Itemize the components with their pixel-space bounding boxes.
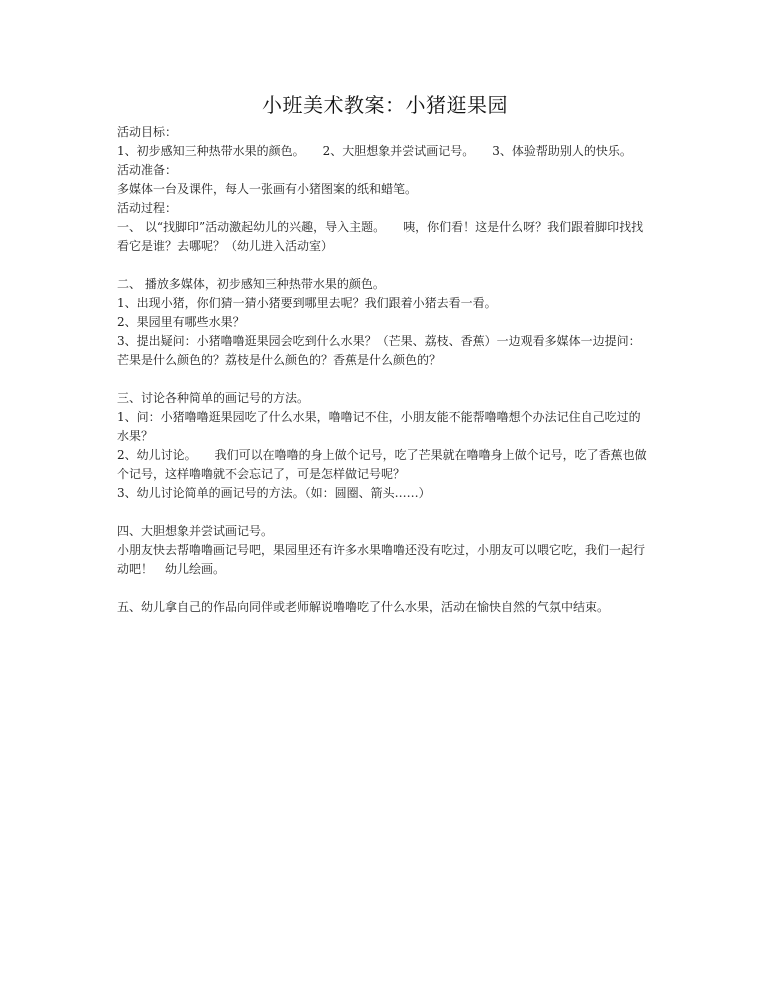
process-step-4-heading: 四、大胆想象并尝试画记号。 <box>117 524 274 538</box>
process-step-4-text: 小朋友快去帮噜噜画记号吧，果园里还有许多水果噜噜还没有吃过，小朋友可以喂它吃，我们一起行动吧！ 幼儿绘画。 <box>117 543 646 576</box>
process-step-2-heading: 二、 播放多媒体，初步感知三种热带水果的颜色。 <box>117 277 385 291</box>
goals-list: 1、初步感知三种热带水果的颜色。 2、大胆想象并尝试画记号。 3、体验帮助别人的快乐。 <box>117 144 632 158</box>
section-heading-process: 活动过程： <box>117 201 178 215</box>
section-heading-goals: 活动目标： <box>117 125 178 139</box>
process-step-3-item-3: 3、幼儿讨论简单的画记号的方法。（如：圆圈、箭头……） <box>117 486 431 500</box>
document-body <box>117 123 652 617</box>
process-step-2-item-3: 3、提出疑问：小猪噜噜逛果园会吃到什么水果？（芒果、荔枝、香蕉）一边观看多媒体一边提问：芒果是什么颜色的？荔枝是什么颜色的？香蕉是什么颜色的？ <box>117 334 641 367</box>
process-step-1: 一、 以“找脚印”活动激起幼儿的兴趣，导入主题。 咦，你们看！这是什么呀？我们跟着脚印找找看它是谁？去哪呢？（幼儿进入活动室） <box>117 220 644 253</box>
paragraph-spacer <box>117 370 652 389</box>
document-title: 小班美术教案：小猪逛果园 <box>262 93 508 117</box>
process-step-5-text: 五、幼儿拿自己的作品向同伴或老师解说噜噜吃了什么水果，活动在愉快自然的气氛中结束。 <box>117 600 610 614</box>
section-heading-preparation: 活动准备： <box>117 163 178 177</box>
process-step-2-item-2: 2、果园里有哪些水果？ <box>117 315 245 329</box>
preparation-text: 多媒体一台及课件，每人一张画有小猪图案的纸和蜡笔。 <box>117 182 418 196</box>
process-step-3-item-1: 1、问：小猪噜噜逛果园吃了什么水果，噜噜记不住，小朋友能不能帮噜噜想个办法记住自己吃过的水果？ <box>117 410 641 443</box>
process-step-3-item-2: 2、幼儿讨论。 我们可以在噜噜的身上做个记号，吃了芒果就在噜噜身上做个记号，吃了香蕉也做个记号，这样噜噜就不会忘记了，可是怎样做记号呢？ <box>117 448 647 481</box>
paragraph-spacer <box>117 503 652 522</box>
process-step-3-heading: 三、讨论各种简单的画记号的方法。 <box>117 391 310 405</box>
process-step-2-item-1: 1、出现小猪，你们猜一猜小猪要到哪里去呢？我们跟着小猪去看一看。 <box>117 296 497 310</box>
paragraph-spacer <box>117 579 652 598</box>
paragraph-spacer <box>117 256 652 275</box>
